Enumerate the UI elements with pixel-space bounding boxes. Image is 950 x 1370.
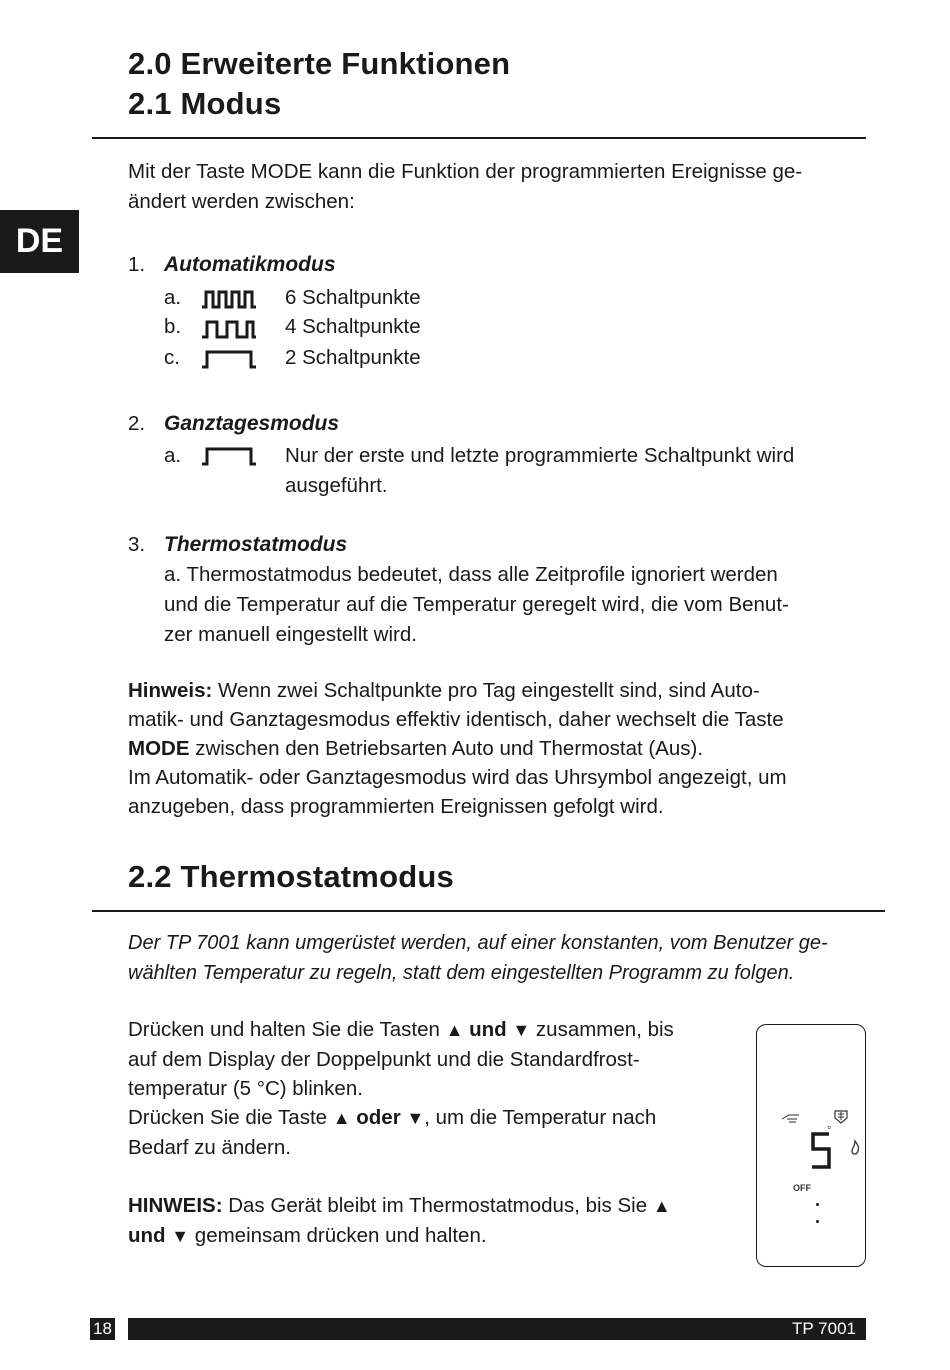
instruction-text: temperatur (5 °C) blinken.: [128, 1077, 363, 1100]
up-arrow-icon: ▲: [332, 1108, 351, 1128]
four-pulse-wave-icon: [200, 318, 258, 340]
section-divider: [92, 910, 885, 912]
language-tab: DE: [0, 210, 79, 273]
note-text: zwischen den Betriebsarten Auto und Thermostat (Aus).: [189, 737, 704, 760]
heading-mode: 2.1 Modus: [128, 86, 282, 121]
mode-1a-text: 6 Schaltpunkte: [285, 286, 421, 309]
mode-3a-line: zer manuell eingestellt wird.: [164, 623, 417, 646]
down-arrow-icon: ▼: [512, 1020, 531, 1040]
note-text: Im Automatik- oder Ganztagesmodus wird das Uhrsymbol angezeigt, um: [128, 766, 787, 789]
mode-3-title: Thermostatmodus: [164, 533, 348, 556]
note-2-and: und: [128, 1224, 166, 1247]
up-arrow-icon: ▲: [445, 1020, 464, 1040]
two-pulse-wave-icon: [200, 445, 258, 467]
up-arrow-icon: ▲: [652, 1196, 671, 1216]
mode-1b-letter: b.: [164, 315, 182, 338]
degree-symbol: °: [827, 1125, 832, 1137]
mode-3a-line: a. Thermostatmodus bedeutet, dass alle Zeitprofile ignoriert werden: [164, 563, 778, 586]
temperature-digit-icon: [809, 1131, 833, 1171]
model-name: TP 7001: [792, 1319, 856, 1338]
mode-1a-letter: a.: [164, 286, 182, 309]
instruction-or: oder: [356, 1106, 401, 1129]
note-paragraph: [128, 676, 868, 821]
intro-line: ändert werden zwischen:: [128, 190, 355, 213]
thermostat-intro-line: wählten Temperatur zu regeln, statt dem eingestellten Programm zu folgen.: [128, 962, 795, 984]
intro-line: Mit der Taste MODE kann die Funktion der programmierten Ereignisse ge-: [128, 160, 803, 183]
down-arrow-icon: ▼: [171, 1226, 190, 1246]
down-arrow-icon: ▼: [406, 1108, 425, 1128]
colon-dot-top: [816, 1203, 819, 1206]
mode-2a-letter: a.: [164, 444, 182, 467]
mode-2a-line: ausgeführt.: [285, 474, 388, 497]
mode-2-title: Ganztagesmodus: [164, 412, 340, 435]
note-2-text: gemeinsam drücken und halten.: [189, 1224, 487, 1247]
mode-2-number: 2.: [128, 412, 146, 435]
colon-dot-bottom: [816, 1220, 819, 1223]
thermostat-intro-line: Der TP 7001 kann umgerüstet werden, auf einer konstanten, vom Benutzer ge-: [128, 932, 828, 954]
thermostat-display: [756, 1024, 866, 1267]
note-2-text: Das Gerät bleibt im Thermostatmodus, bis Sie: [222, 1194, 653, 1217]
mode-2a-line: Nur der erste und letzte programmierte Schaltpunkt wird: [285, 444, 795, 467]
mode-1-title: Automatikmodus: [164, 253, 336, 276]
section-divider: [92, 137, 866, 139]
instruction-text: zusammen, bis: [530, 1018, 674, 1041]
instruction-and: und: [469, 1018, 507, 1041]
intro-paragraph: [128, 157, 868, 217]
note-label: Hinweis:: [128, 679, 213, 702]
six-pulse-wave-icon: [200, 288, 258, 310]
instruction-text: auf dem Display der Doppelpunkt und die Standardfrost-: [128, 1048, 640, 1071]
note-2-paragraph: [128, 1191, 728, 1251]
flame-icon: [849, 1139, 861, 1157]
note-text: Wenn zwei Schaltpunkte pro Tag eingestellt sind, sind Auto-: [212, 679, 760, 702]
two-pulse-wave-icon: [200, 348, 258, 370]
mode-2a-text: [285, 441, 870, 501]
instruction-text: Drücken Sie die Taste: [128, 1106, 333, 1129]
note-text: matik- und Ganztagesmodus effektiv identisch, daher wechselt die Taste: [128, 708, 784, 731]
mode-3a-line: und die Temperatur auf die Temperatur geregelt wird, die vom Benut-: [164, 593, 789, 616]
mode-3-number: 3.: [128, 533, 146, 556]
heading-thermostat-mode: 2.2 Thermostatmodus: [128, 859, 454, 894]
thermostat-intro: [128, 928, 873, 988]
mode-1-number: 1.: [128, 253, 146, 276]
note-text: anzugeben, dass programmierten Ereignissen gefolgt wird.: [128, 795, 664, 818]
mode-key-label: MODE: [128, 737, 190, 760]
instruction-text: , um die Temperatur nach: [424, 1106, 657, 1129]
page-number: 18: [90, 1318, 115, 1340]
frost-shield-icon: [833, 1109, 849, 1125]
heading-advanced-functions: 2.0 Erweiterte Funktionen: [128, 46, 511, 81]
off-indicator: OFF: [793, 1183, 811, 1193]
hand-icon: [781, 1111, 801, 1125]
mode-1b-text: 4 Schaltpunkte: [285, 315, 421, 338]
instruction-text: Drücken und halten Sie die Tasten: [128, 1018, 446, 1041]
mode-3a-text: [164, 560, 869, 650]
instructions-paragraph: [128, 1015, 728, 1162]
instruction-text: Bedarf zu ändern.: [128, 1136, 291, 1159]
mode-1c-letter: c.: [164, 346, 180, 369]
mode-1c-text: 2 Schaltpunkte: [285, 346, 421, 369]
note-2-label: HINWEIS:: [128, 1194, 223, 1217]
footer-bar: [128, 1318, 866, 1340]
